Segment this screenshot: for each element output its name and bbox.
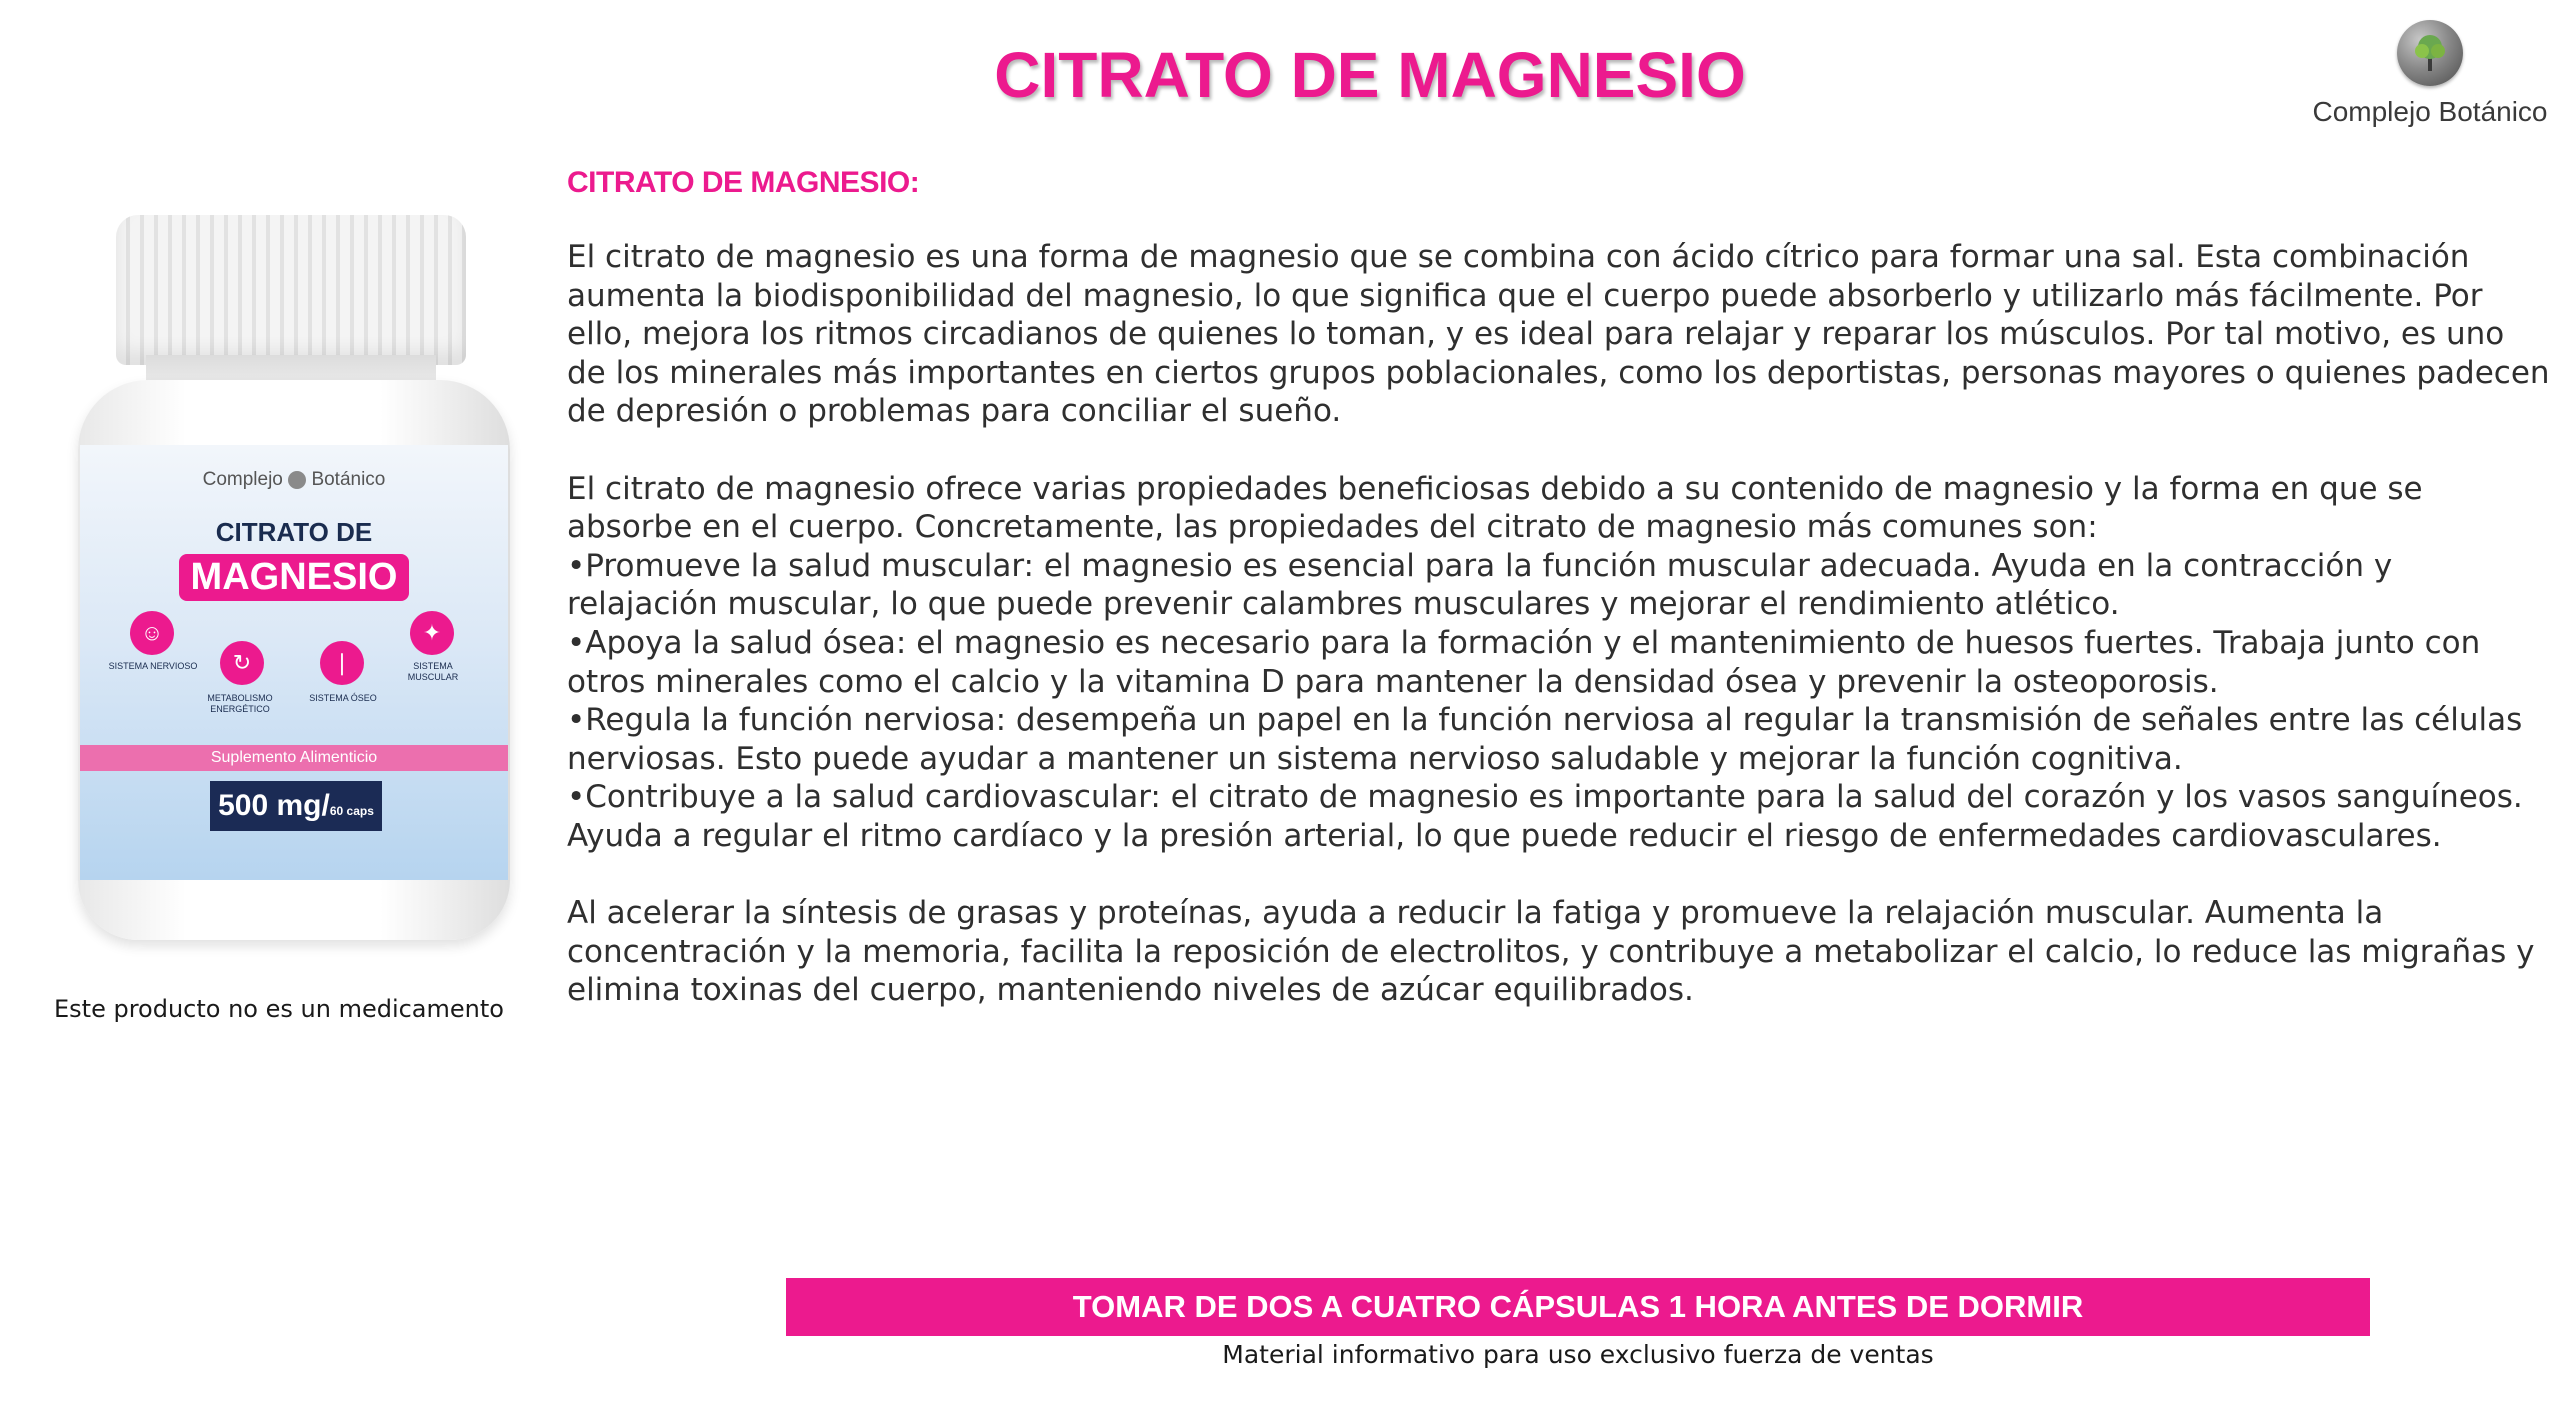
label-icons: ☺ SISTEMA NERVIOSO ↻ METABOLISMO ENERGÉTICO ❘ SISTEMA ÓSEO ✦ SISTEMA MUSCULAR: [80, 601, 508, 751]
footer-note: Material informativo para uso exclusivo fuerza de ventas: [1222, 1340, 1934, 1369]
leaf-icon: [288, 471, 306, 489]
paragraph: El citrato de magnesio es una forma de magnesio que se combina con ácido cítrico para formar una sal. Esta combinación aumenta la biodisponibilidad del magnesio, lo que significa que el cuerpo puede absorberlo y utilizarlo más fácilmente. Por ello, mejora los ritmos circadianos de quienes lo toman, y es ideal para relajar y reparar los músculos. Por tal motivo, es uno de los minerales más importantes en ciertos grupos poblacionales, como los deportistas, personas mayores o quienes padecen de depresión o problemas para conciliar el sueño.: [567, 239, 2550, 430]
list-item: •Contribuye a la salud cardiovascular: el citrato de magnesio es importante para la salud del corazón y los vasos sanguíneos. Ayuda a regular el ritmo cardíaco y la presión arterial, lo que puede reducir el riesgo de enfermedades cardiovasculares.: [567, 779, 2523, 854]
label-name-line2: MAGNESIO: [179, 554, 410, 601]
disclaimer: Este producto no es un medicamento: [54, 995, 504, 1023]
label-band: Suplemento Alimenticio: [80, 745, 508, 771]
brand-name: Complejo Botánico: [2312, 96, 2548, 127]
dosage-banner: TOMAR DE DOS A CUATRO CÁPSULAS 1 HORA ANTES DE DORMIR: [786, 1278, 2370, 1336]
tree-globe-icon: [2397, 20, 2463, 86]
page-title: CITRATO DE MAGNESIO: [994, 39, 1746, 111]
bottle-cap: [116, 215, 466, 365]
list-item: •Promueve la salud muscular: el magnesio es esencial para la función muscular adecuada. Ayuda en la contracción y relajación muscular, lo que puede prevenir calambres musculares y mejorar el rendimiento atlético.: [567, 547, 2393, 623]
muscle-icon: ✦: [410, 611, 454, 655]
list-item: •Apoya la salud ósea: el magnesio es necesario para la formación y el mantenimiento de huesos fuertes. Trabaja junto con otros minerales como el calcio y la vitamina D para mantener la densidad ósea y prevenir la osteoporosis.: [567, 624, 2481, 700]
label-name-line1: CITRATO DE: [215, 517, 373, 547]
product-label: [80, 445, 508, 880]
section-heading: CITRATO DE MAGNESIO:: [567, 166, 920, 199]
meditation-icon: ☺: [130, 611, 174, 655]
benefits-list: [567, 547, 2552, 856]
label-dose: 500 mg/60 caps: [210, 781, 382, 831]
list-item: •Regula la función nerviosa: desempeña un papel en la función nerviosa al regular la transmisión de señales entre las células nerviosas. Esto puede ayudar a mantener un sistema nervioso saludable y mejorar la función cognitiva.: [567, 702, 2523, 777]
bone-icon: ❘: [320, 641, 364, 685]
paragraph: El citrato de magnesio ofrece varias propiedades beneficiosas debido a su contenido de magnesio y la forma en que se absorbe en el cuerpo. Concretamente, las propiedades del citrato de magnesio más comunes son:: [567, 470, 2423, 546]
label-brand: Complejo Botánico: [202, 469, 386, 490]
paragraph: Al acelerar la síntesis de grasas y proteínas, ayuda a reducir la fatiga y promueve la relajación muscular. Aumenta la concentración y la memoria, facilita la reposición de electrolitos, y contribuye a metabolizar el calcio, lo reduce las migrañas y elimina toxinas del cuerpo, manteniendo niveles de azúcar equilibrados.: [567, 895, 2535, 1009]
energy-cycle-icon: ↻: [220, 641, 264, 685]
article-body: [567, 238, 2552, 1048]
brand-logo: [2300, 20, 2560, 128]
product-image: [76, 205, 516, 965]
